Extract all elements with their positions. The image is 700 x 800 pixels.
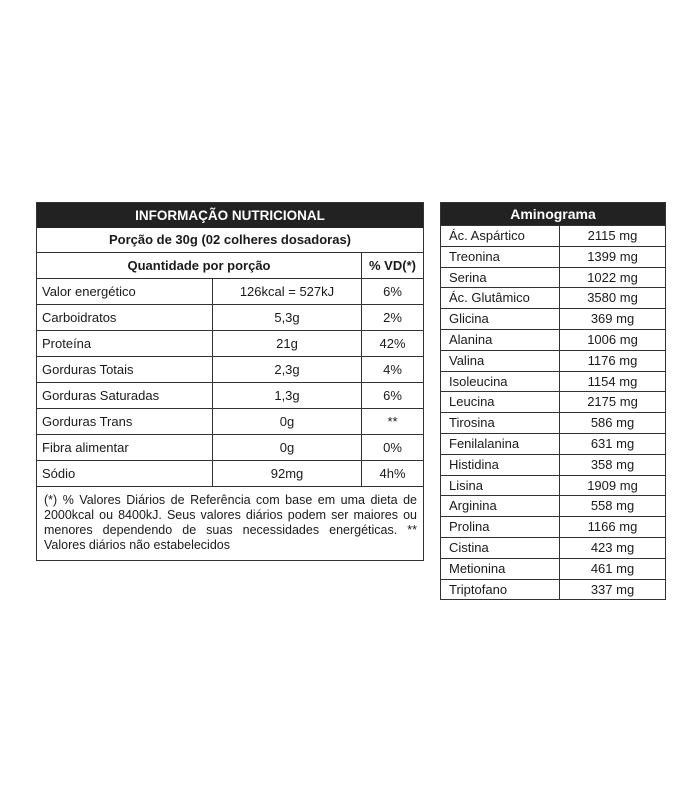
amino-acid-value: 461 mg (590, 560, 635, 576)
nutrient-name: Fibra alimentar (37, 435, 213, 460)
table-row (441, 246, 665, 267)
amino-acid-name: Cistina (441, 538, 560, 558)
table-row (441, 454, 665, 475)
nutrient-amount: 0g (213, 409, 362, 434)
nutrient-amount: 21g (213, 331, 362, 356)
amino-acid-name: Valina (441, 351, 560, 371)
vd-header: % VD(*) (369, 258, 416, 273)
table-row (441, 558, 665, 579)
nutrient-amount: 1,3g (213, 383, 362, 408)
nutrient-amount: 5,3g (213, 305, 362, 330)
nutrition-title: INFORMAÇÃO NUTRICIONAL (37, 203, 423, 228)
amino-acid-value: 586 mg (590, 415, 635, 431)
amino-acid-name: Glicina (441, 309, 560, 329)
amino-acid-name: Fenilalanina (441, 434, 560, 454)
table-row (37, 435, 423, 461)
table-row (37, 461, 423, 487)
nutrient-name: Valor energético (37, 279, 213, 304)
nutrient-name: Gorduras Saturadas (37, 383, 213, 408)
table-row (441, 412, 665, 433)
amino-acid-name: Tirosina (441, 413, 560, 433)
table-row (37, 331, 423, 357)
nutrient-name: Sódio (37, 461, 213, 486)
amino-acid-value: 369 mg (590, 311, 635, 327)
nutrient-vd: 4% (383, 362, 402, 377)
nutrient-amount: 0g (213, 435, 362, 460)
nutrient-amount: 126kcal = 527kJ (213, 279, 362, 304)
amino-acid-name: Ác. Glutâmico (441, 288, 560, 308)
nutrient-vd: ** (387, 414, 398, 429)
amino-acid-name: Isoleucina (441, 372, 560, 392)
table-row (441, 391, 665, 412)
table-row (37, 409, 423, 435)
amino-acid-value: 1006 mg (587, 331, 638, 347)
nutrient-vd: 6% (383, 388, 402, 403)
nutrient-name: Gorduras Totais (37, 357, 213, 382)
amino-acid-value: 3580 mg (587, 290, 638, 306)
table-row (441, 537, 665, 558)
nutrient-vd: 4h% (379, 466, 406, 481)
nutrient-vd: 6% (383, 284, 402, 299)
amino-acid-name: Histidina (441, 455, 560, 475)
table-row (441, 287, 665, 308)
table-row (37, 279, 423, 305)
table-row (37, 383, 423, 409)
amino-acid-value: 558 mg (590, 498, 635, 514)
amino-acid-value: 1909 mg (587, 477, 638, 493)
table-row (441, 371, 665, 392)
amino-acid-value: 2115 mg (587, 228, 638, 243)
nutrient-name: Gorduras Trans (37, 409, 213, 434)
table-row (37, 357, 423, 383)
quantity-header: Quantidade por porção (37, 253, 362, 278)
table-row (441, 433, 665, 454)
amino-acid-name: Triptofano (441, 580, 560, 600)
nutrient-vd: 2% (383, 310, 402, 325)
amino-acid-value: 2175 mg (587, 394, 638, 410)
amino-acid-value: 1166 mg (587, 519, 638, 535)
table-row (441, 475, 665, 496)
amino-acid-name: Lisina (441, 476, 560, 496)
nutrient-name: Carboidratos (37, 305, 213, 330)
table-row (441, 308, 665, 329)
nutrient-amount: 92mg (213, 461, 362, 486)
amino-acid-value: 1022 mg (587, 269, 638, 285)
nutrition-header-row (37, 253, 423, 279)
table-row (441, 225, 665, 246)
table-row (441, 329, 665, 350)
amino-acid-name: Metionina (441, 559, 560, 579)
nutrition-footnote: (*) % Valores Diários de Referência com base em uma dieta de 2000kcal ou 8400kJ. Seus valores diários podem ser maiores ou menores dependendo de suas necessidades energéticas. ** Valores diários não estabelecidos (44, 493, 417, 552)
amino-acid-value: 1399 mg (587, 248, 638, 264)
amino-acid-name: Leucina (441, 392, 560, 412)
nutrient-vd: 42% (379, 336, 406, 351)
amino-acid-value: 337 mg (590, 581, 635, 597)
amino-acid-name: Prolina (441, 517, 560, 537)
amino-acid-name: Arginina (441, 496, 560, 516)
amino-acid-name: Alanina (441, 330, 560, 350)
table-row (441, 495, 665, 516)
amino-acid-value: 1176 mg (587, 352, 638, 368)
portion-size: Porção de 30g (02 colheres dosadoras) (37, 228, 423, 253)
table-row (37, 305, 423, 331)
aminogram-table (440, 202, 666, 600)
amino-acid-name: Serina (441, 268, 560, 288)
amino-acid-name: Ác. Aspártico (441, 226, 560, 246)
nutrient-vd: 0% (383, 440, 402, 455)
amino-acid-value: 358 mg (590, 456, 635, 472)
amino-acid-value: 631 mg (590, 435, 635, 451)
nutrient-name: Proteína (37, 331, 213, 356)
aminogram-title: Aminograma (441, 203, 665, 225)
table-row (441, 579, 665, 600)
amino-acid-value: 423 mg (590, 539, 635, 555)
table-row (441, 350, 665, 371)
amino-acid-name: Treonina (441, 247, 560, 267)
table-row (441, 267, 665, 288)
table-row (441, 516, 665, 537)
nutrition-facts-table (36, 202, 424, 561)
amino-acid-value: 1154 mg (587, 373, 638, 389)
nutrient-amount: 2,3g (213, 357, 362, 382)
